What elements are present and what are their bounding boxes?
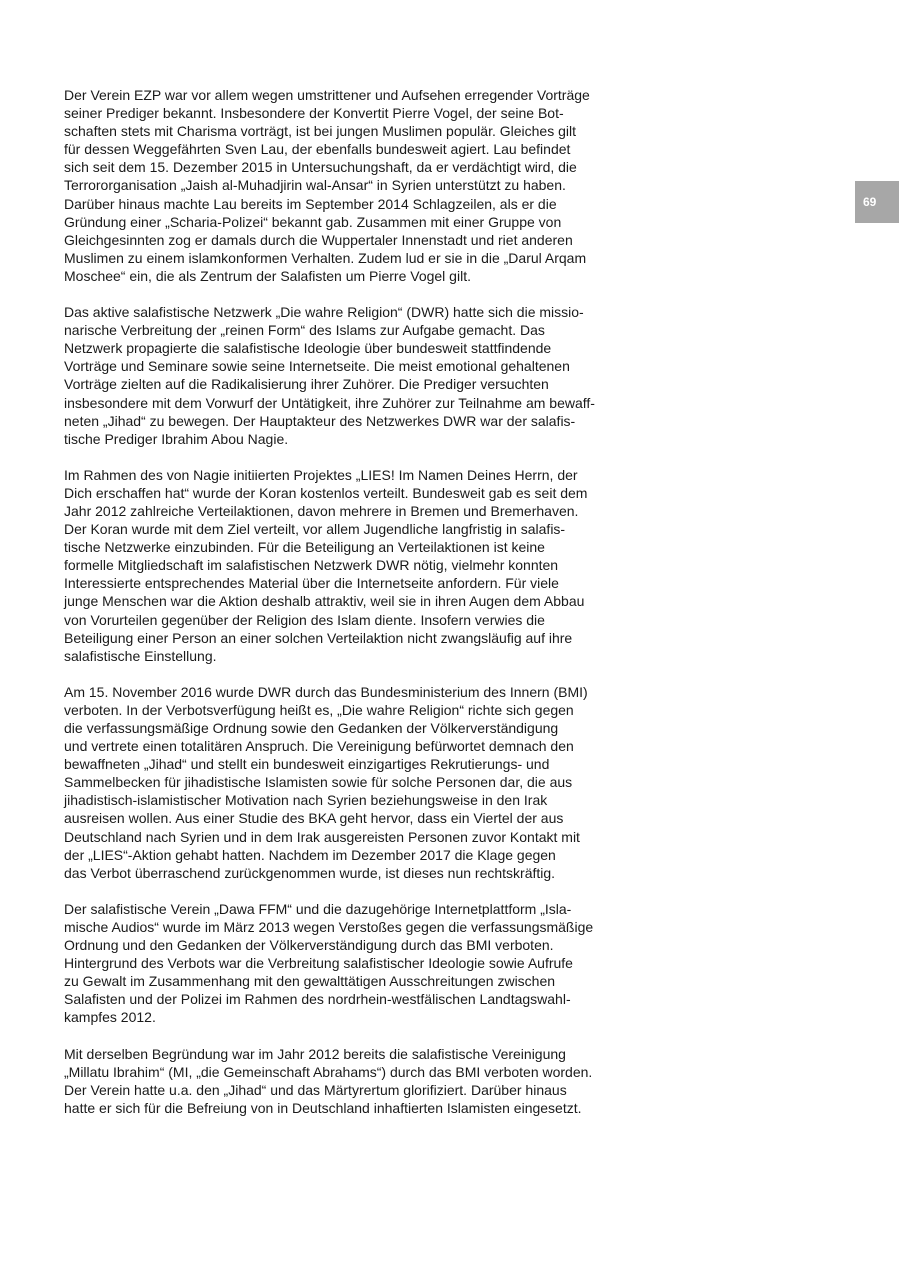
text-line: und vertrete einen totalitären Anspruch. Die Vereinigung befürwortet demnach den [64, 738, 574, 755]
text-line: bewaffneten „Jihad“ und stellt ein bundesweit einzigartiges Rekrutierungs- und [64, 756, 550, 773]
text-line: ausreisen wollen. Aus einer Studie des BKA geht hervor, dass ein Viertel der aus [64, 810, 564, 827]
text-line: kampfes 2012. [64, 1009, 156, 1026]
text-line: Der Verein hatte u.a. den „Jihad“ und das Märtyrertum glorifiziert. Darüber hinaus [64, 1081, 567, 1098]
text-line: Interessierte entsprechendes Material über die Internetseite anfordern. Für viele [64, 575, 559, 592]
text-line: für dessen Weggefährten Sven Lau, der ebenfalls bundesweit agiert. Lau befindet [64, 141, 571, 158]
text-line: zu Gewalt im Zusammenhang mit den gewalttätigen Ausschreitungen zwischen [64, 973, 556, 990]
text-line: Hintergrund des Verbots war die Verbreitung salafistischer Ideologie sowie Aufrufe [64, 955, 573, 972]
page-number-tab [855, 181, 899, 223]
text-line: Jahr 2012 zahlreiche Verteilaktionen, davon mehrere in Bremen und Bremerhaven. [64, 502, 579, 519]
text-line: schaften stets mit Charisma vorträgt, ist bei jungen Muslimen populär. Gleiches gilt [64, 123, 577, 140]
text-line: mische Audios“ wurde im März 2013 wegen Verstoßes gegen die verfassungsmäßige [64, 918, 594, 935]
text-line: das Verbot überraschend zurückgenommen wurde, ist dieses nun rechtskräftig. [64, 864, 556, 881]
text-line: Muslimen zu einem islamkonformen Verhalten. Zudem lud er sie in die „Darul Arqam [64, 249, 587, 266]
text-line: Netzwerk propagierte die salafistische Ideologie über bundesweit stattfindende [64, 340, 552, 357]
text-line: narische Verbreitung der „reinen Form“ des Islams zur Aufgabe gemacht. Das [64, 322, 545, 339]
text-line: Mit derselben Begründung war im Jahr 2012 bereits die salafistische Vereinigung [64, 1045, 566, 1062]
page-number: 69 [863, 195, 877, 209]
text-line: Gründung einer „Scharia-Polizei“ bekannt gab. Zusammen mit einer Gruppe von [64, 213, 562, 230]
text-line: Beteiligung einer Person an einer solchen Verteilaktion nicht zwangsläufig auf ihre [64, 629, 573, 646]
text-line: Deutschland nach Syrien und in dem Irak ausgereisten Personen zuvor Kontakt mit [64, 828, 580, 845]
text-line: insbesondere mit dem Vorwurf der Untätigkeit, ihre Zuhörer zur Teilnahme am bewaff- [64, 394, 595, 411]
text-line: jihadistisch-islamistischer Motivation nach Syrien beziehungsweise in den Irak [64, 792, 548, 809]
text-line: tische Netzwerke einzubinden. Für die Beteiligung an Verteilaktionen ist keine [64, 539, 545, 556]
text-line: Am 15. November 2016 wurde DWR durch das Bundesministerium des Innern (BMI) [64, 683, 588, 700]
text-line: sich seit dem 15. Dezember 2015 in Untersuchungshaft, da er verdächtigt wird, die [64, 159, 577, 176]
text-line: salafistische Einstellung. [64, 647, 217, 664]
page-body [64, 86, 612, 1135]
text-line: Vorträge zielten auf die Radikalisierung ihrer Zuhörer. Die Prediger versuchten [64, 376, 549, 393]
text-line: „Millatu Ibrahim“ (MI, „die Gemeinschaft Abrahams“) durch das BMI verboten worden. [64, 1063, 593, 1080]
text-line: Ordnung und den Gedanken der Völkerverständigung durch das BMI verboten. [64, 937, 554, 954]
text-line: Im Rahmen des von Nagie initiierten Projektes „LIES! Im Namen Deines Herrn, der [64, 466, 578, 483]
text-line: Gleichgesinnten zog er damals durch die Wuppertaler Innenstadt und riet anderen [64, 231, 573, 248]
text-line: Der Verein EZP war vor allem wegen umstrittener und Aufsehen erregender Vorträge [64, 87, 590, 103]
text-line: Salafisten und der Polizei im Rahmen des nordrhein-westfälischen Landtagswahl- [64, 991, 571, 1008]
text-line: Sammelbecken für jihadistische Islamisten sowie für solche Personen dar, die aus [64, 774, 573, 791]
text-line: der „LIES“-Aktion gehabt hatten. Nachdem im Dezember 2017 die Klage gegen [64, 846, 556, 863]
text-line: Das aktive salafistische Netzwerk „Die wahre Religion“ (DWR) hatte sich die missio- [64, 304, 584, 321]
text-line: formelle Mitgliedschaft im salafistischen Netzwerk DWR nötig, vielmehr konnten [64, 557, 559, 574]
text-line: Der salafistische Verein „Dawa FFM“ und die dazugehörige Internetplattform „Isla- [64, 900, 572, 917]
paragraph-dwr-network [64, 303, 612, 448]
text-line: junge Menschen war die Aktion deshalb attraktiv, weil sie in ihren Augen dem Abbau [64, 593, 585, 610]
text-line: tische Prediger Ibrahim Abou Nagie. [64, 430, 289, 447]
text-line: Darüber hinaus machte Lau bereits im September 2014 Schlagzeilen, als er die [64, 195, 557, 212]
text-line: hatte er sich für die Befreiung von in Deutschland inhaftierten Islamisten eingesetzt. [64, 1099, 582, 1116]
paragraph-millatu-ibrahim [64, 1045, 612, 1117]
text-line: verboten. In der Verbotsverfügung heißt es, „Die wahre Religion“ richte sich gegen [64, 701, 574, 718]
text-line: die verfassungsmäßige Ordnung sowie den Gedanken der Völkerverständigung [64, 720, 559, 736]
paragraph-dwr-ban [64, 683, 612, 882]
paragraph-ezp [64, 86, 612, 285]
paragraph-dawa-ffm [64, 900, 612, 1027]
text-line: von Vorurteilen gegenüber der Religion des Islam diente. Insofern verwies die [64, 611, 545, 628]
paragraph-lies-project [64, 466, 612, 665]
text-line: seiner Prediger bekannt. Insbesondere der Konvertit Pierre Vogel, der seine Bot- [64, 105, 564, 122]
text-line: Terrororganisation „Jaish al-Muhadjirin wal-Ansar“ in Syrien unterstützt zu haben. [64, 177, 566, 194]
text-line: Moschee“ ein, die als Zentrum der Salafisten um Pierre Vogel gilt. [64, 267, 471, 284]
text-line: Vorträge und Seminare sowie seine Internetseite. Die meist emotional gehaltenen [64, 358, 570, 375]
text-line: neten „Jihad“ zu bewegen. Der Hauptakteur des Netzwerkes DWR war der salafis- [64, 412, 576, 429]
text-line: Der Koran wurde mit dem Ziel verteilt, vor allem Jugendliche langfristig in salafis- [64, 521, 566, 538]
text-line: Dich erschaffen hat“ wurde der Koran kostenlos verteilt. Bundesweit gab es seit dem [64, 484, 588, 501]
